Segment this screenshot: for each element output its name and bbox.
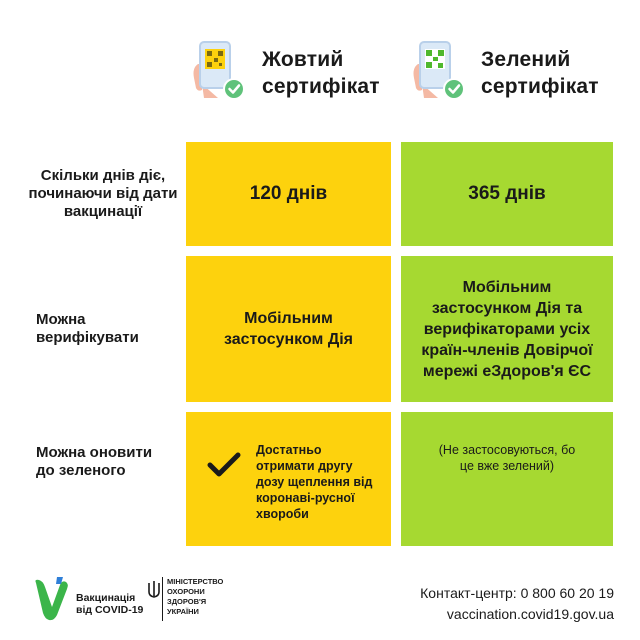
green-certificate-phone-icon — [408, 38, 472, 102]
trident-icon — [148, 580, 160, 600]
yellow-verify-cell: Мобільним застосунком Дія — [186, 256, 391, 402]
website-link[interactable]: vaccination.covid19.gov.ua — [446, 606, 614, 622]
checkmark-icon — [206, 452, 242, 483]
footer-divider — [162, 577, 163, 621]
green-upgrade-cell: (Не застосовуються, бо це вже зелений) — [401, 412, 613, 546]
row-label-validity: Скільки днів діє, починаючи від дати вакцинації — [28, 167, 178, 220]
yellow-upgrade-cell — [186, 412, 391, 546]
vaccination-logo-text: Вакцинація від COVID-19 — [76, 592, 144, 616]
green-validity-cell: 365 днів — [401, 142, 613, 246]
vaccination-logo-icon — [30, 577, 70, 623]
green-certificate-title: Зелений сертифікат — [481, 48, 599, 98]
contact-center: Контакт-центр: 0 800 60 20 19 — [420, 585, 614, 601]
yellow-certificate-title: Жовтий сертифікат — [262, 48, 380, 98]
upgrade-instructions: Достатньо отримати другу дозу щеплення від коронаві-русної хвороби — [256, 443, 373, 521]
row-label-verify: Можна верифікувати — [36, 311, 139, 346]
yellow-certificate-phone-icon — [188, 38, 252, 102]
ministry-logo-text: МІНІСТЕРСТВО ОХОРОНИ ЗДОРОВ'Я УКРАЇНИ — [167, 577, 224, 616]
yellow-validity-cell: 120 днів — [186, 142, 391, 246]
row-label-upgrade: Можна оновити до зеленого — [36, 444, 153, 479]
green-verify-cell: Мобільним застосунком Дія та верифікаторами усіх країн-членів Довірчої мережі еЗдоров'я ЄС — [401, 256, 613, 402]
